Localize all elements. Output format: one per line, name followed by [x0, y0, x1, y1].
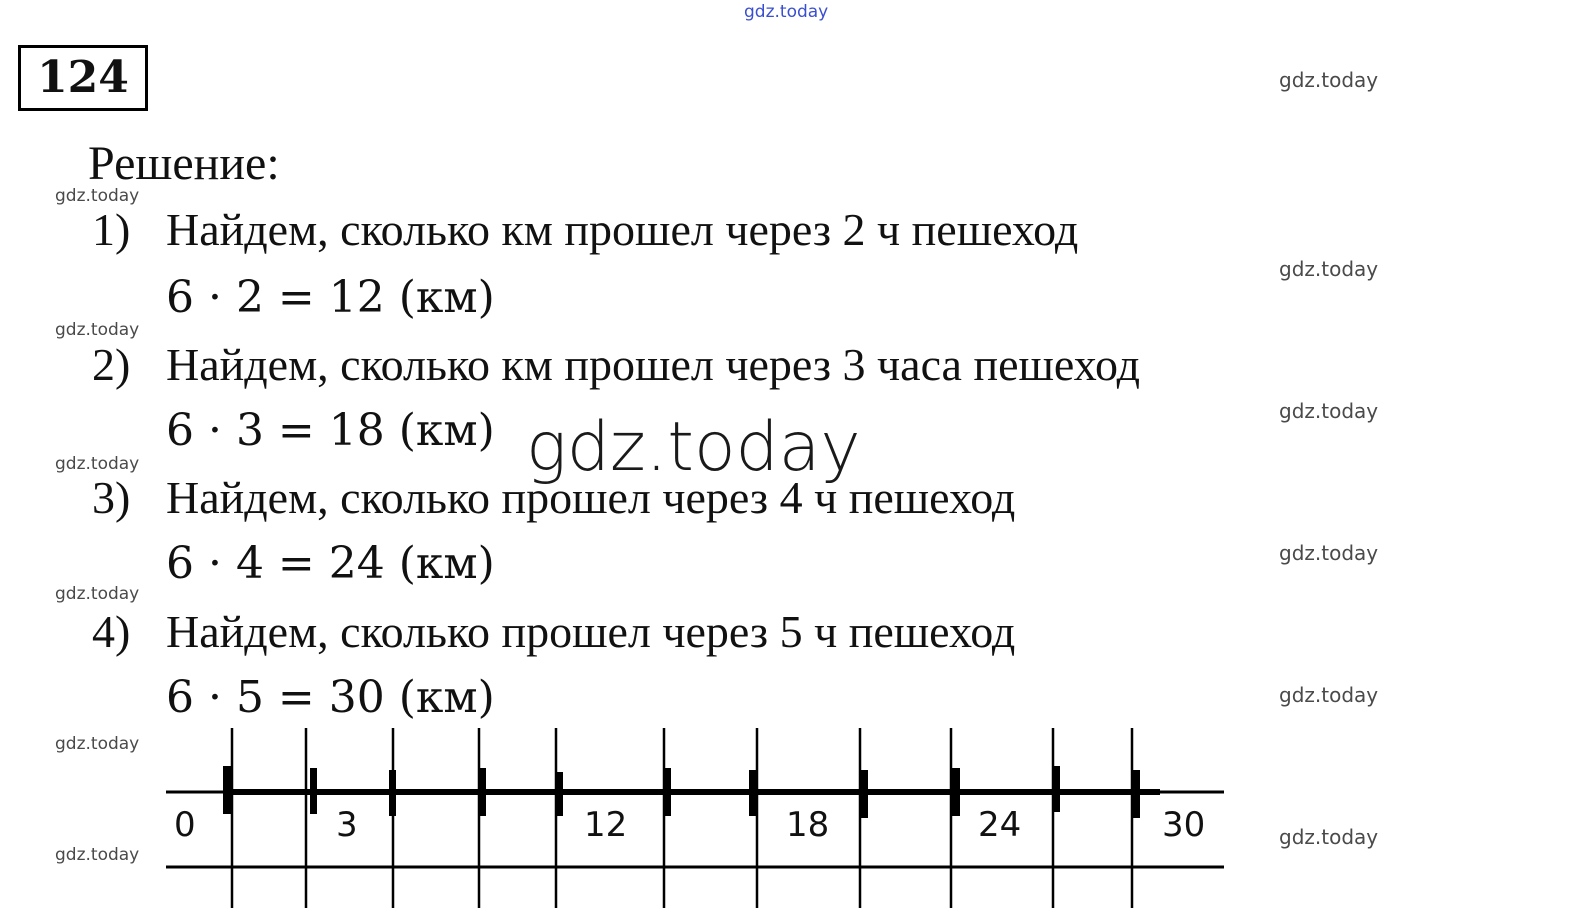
solution-heading: Решение: [88, 137, 280, 190]
watermark-left: gdz.today [55, 584, 140, 604]
watermark-left: gdz.today [55, 186, 140, 206]
watermark-right: gdz.today [1279, 825, 1379, 849]
tick-label-18: 18 [786, 805, 830, 845]
task-number: 124 [18, 45, 148, 111]
watermark-left: gdz.today [55, 734, 140, 754]
tick-mark [389, 770, 396, 816]
step-3-number: 3) [92, 472, 131, 523]
tick-mark [861, 770, 868, 818]
number-line [160, 728, 1235, 908]
tick-mark [664, 768, 671, 816]
tick-mark [223, 766, 232, 814]
step-2-number: 2) [92, 339, 131, 390]
step-1-equation: 6 · 2 = 12 (км) [166, 272, 495, 323]
tick-mark [1132, 770, 1140, 818]
tick-mark [478, 768, 486, 816]
step-1-number: 1) [92, 204, 131, 255]
tick-mark [1052, 766, 1060, 812]
watermark-left: gdz.today [55, 845, 140, 865]
watermark-right: gdz.today [1279, 399, 1379, 423]
step-2-equation: 6 · 3 = 18 (км) [166, 405, 495, 456]
watermark-left: gdz.today [55, 320, 140, 340]
watermark-right: gdz.today [1279, 68, 1379, 92]
watermark-right: gdz.today [1279, 683, 1379, 707]
step-3-text: Найдем, сколько прошел через 4 ч пешеход [166, 472, 1016, 523]
tick-mark [556, 772, 563, 816]
tick-mark [310, 768, 317, 814]
watermark-large: gdz.today [526, 408, 861, 487]
step-4-equation: 6 · 5 = 30 (км) [166, 672, 495, 723]
watermark-right: gdz.today [1279, 541, 1379, 565]
tick-label-24: 24 [978, 805, 1022, 845]
tick-mark [749, 770, 757, 816]
step-3-equation: 6 · 4 = 24 (км) [166, 538, 495, 589]
step-2-text: Найдем, сколько км прошел через 3 часа пешеход [166, 339, 1141, 390]
step-4-number: 4) [92, 606, 131, 657]
tick-label-12: 12 [584, 805, 628, 845]
tick-mark [952, 768, 960, 816]
tick-label-3: 3 [336, 805, 358, 845]
watermark-top: gdz.today [744, 2, 829, 22]
step-4-text: Найдем, сколько прошел через 5 ч пешеход [166, 606, 1016, 657]
watermark-right: gdz.today [1279, 257, 1379, 281]
number-line-svg [160, 728, 1235, 908]
watermark-left: gdz.today [55, 454, 140, 474]
tick-label-0: 0 [174, 805, 196, 845]
tick-label-30: 30 [1162, 805, 1206, 845]
step-1-text: Найдем, сколько км прошел через 2 ч пешеход [166, 204, 1079, 255]
